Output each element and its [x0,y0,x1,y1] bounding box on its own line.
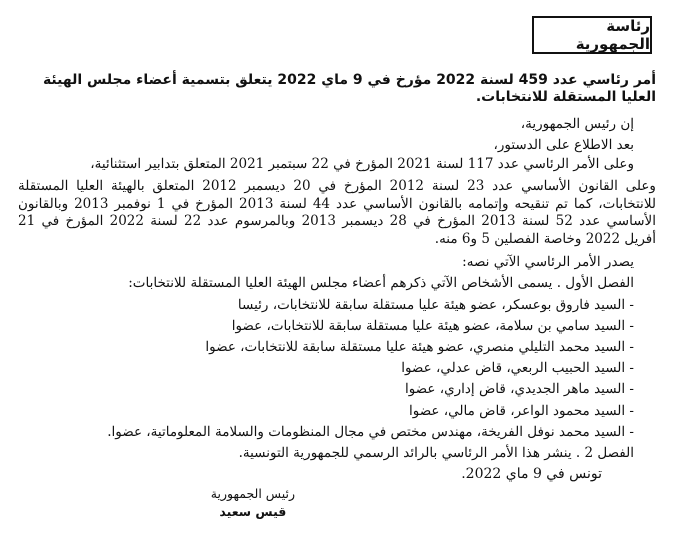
date-place: تونس في 9 ماي 2022. [461,466,602,482]
member-item: - السيد محمد التليلي منصري، عضو هيئة عليا مستقلة سابقة للانتخابات، عضوا [205,339,634,356]
decree-opening: إن رئيس الجمهورية، [520,115,634,132]
decree-title: أمر رئاسي عدد 459 لسنة 2022 مؤرخ في 9 ماي 2022 يتعلق بتسمية أعضاء مجلس الهيئة العليا المستقلة للانتخابات. [42,72,656,105]
signature-title: رئيس الجمهورية [210,486,295,501]
preamble-paragraph: وعلى القانون الأساسي عدد 23 لسنة 2012 المؤرخ في 20 ديسمبر 2012 المتعلق بالهيئة العليا المستقلة للانتخابات، كما تم تنقيحه وإتمامه بالقانون الأساسي عدد 44 لسنة 2013 المؤرخ في 1 نوفمبر 2013 وبالقانون الأساسي عدد 52 لسنة 2013 المؤرخ في 28 ديسمبر 2013 وبالمرسوم عدد 22 لسنة 2022 المؤرخ في 21 أفريل 2022 وخاصة الفصلين 5 و6 منه. [18,178,656,247]
article-one: الفصل الأول . يسمى الأشخاص الآتي ذكرهم أعضاء مجلس الهيئة العليا المستقلة للانتخابات: [128,274,634,291]
header-box [532,16,652,54]
article-two: الفصل 2 . ينشر هذا الأمر الرئاسي بالرائد الرسمي للجمهورية التونسية. [238,445,634,462]
member-item: - السيد الحبيب الربعي، قاض عدلي، عضوا [401,360,634,377]
member-item: - السيد سامي بن سلامة، عضو هيئة عليا مستقلة سابقة للانتخابات، عضوا [231,317,634,334]
decree-body [18,72,656,464]
member-item: - السيد محمود الواعر، قاض مالي، عضوا [408,402,634,419]
member-item: - السيد محمد نوفل الفريخة، مهندس مختص في مجال المنظومات والسلامة المعلوماتية، عضوا. [107,423,634,440]
signature-block [211,485,295,521]
member-item: - السيد ماهر الجديدي، قاض إداري، عضوا [404,381,634,398]
preamble-line: بعد الاطلاع على الدستور، [493,136,634,153]
header-box-label: رئاسة الجمهورية [575,17,650,53]
preamble-line: وعلى الأمر الرئاسي عدد 117 لسنة 2021 المؤرخ في 22 سبتمبر 2021 المتعلق بتدابير استثنائية، [90,155,634,172]
decree-issues: يصدر الأمر الرئاسي الآتي نصه: [462,254,634,271]
member-item: - السيد فاروق بوعسكر، عضو هيئة عليا مستقلة سابقة للانتخابات، رئيسا [237,296,634,313]
signature-name: قيس سعيد [219,504,287,520]
